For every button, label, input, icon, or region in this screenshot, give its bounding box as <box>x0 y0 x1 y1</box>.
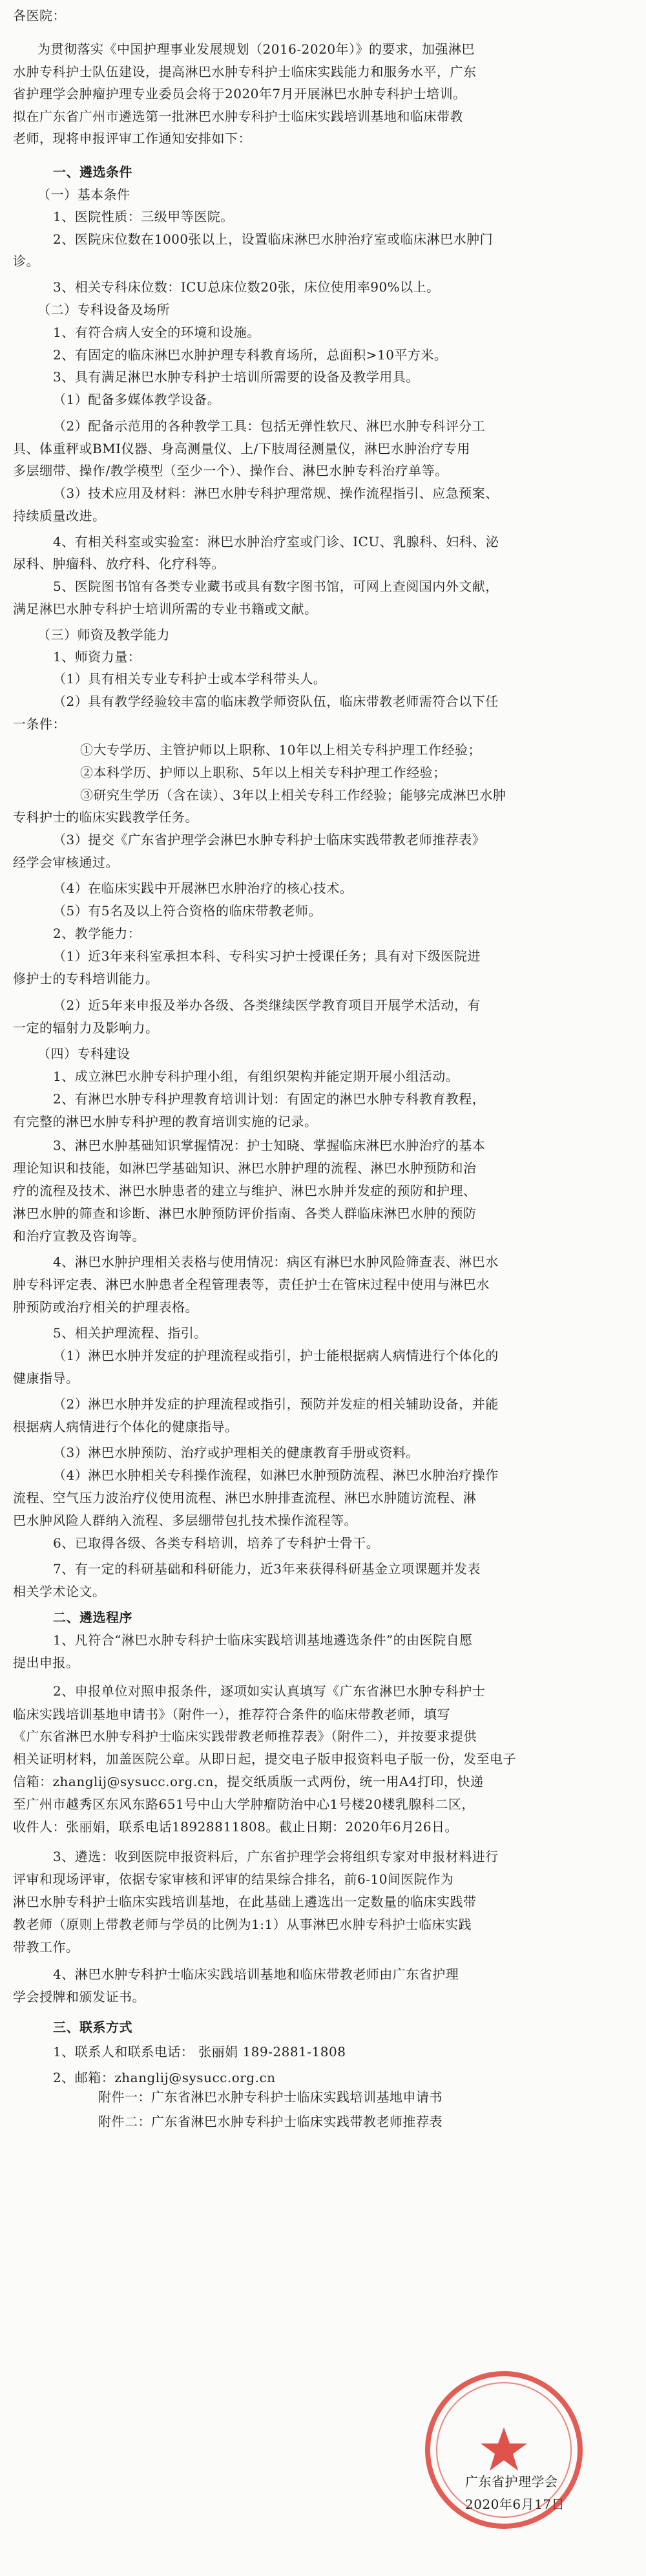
document-line: 省护理学会肿瘤护理专业委员会将于2020年7月开展淋巴水肿专科护士培训。 <box>13 86 466 101</box>
document-line: 评审和现场评审，依据专家审核和评审的结果综合排名，前6-10间医院作为 <box>13 1871 454 1887</box>
document-line: 肿专科评定表、淋巴水肿患者全程管理表等，责任护士在管床过程中使用与淋巴水 <box>13 1277 490 1292</box>
document-line: 2020年6月17日 <box>465 2496 565 2512</box>
document-line: 为贯彻落实《中国护理事业发展规划（2016-2020年）》的要求，加强淋巴 <box>37 41 475 57</box>
document-line: 修护士的专科培训能力。 <box>13 971 159 986</box>
document-line: 根据病人病情进行个体化的健康指导。 <box>13 1419 238 1434</box>
document-line: 淋巴水肿专科护士临床实践培训基地，在此基础上遴选出一定数量的临床实践带 <box>13 1894 477 1910</box>
document-line: 2、教学能力： <box>53 926 141 941</box>
document-line: 1、师资力量： <box>53 649 141 665</box>
document-line: （一）基本条件 <box>37 187 130 202</box>
document-line: 老师，现将申报评审工作通知安排如下： <box>13 131 251 146</box>
document-line: 6、已取得各级、各类专科培训，培养了专科护士骨干。 <box>53 1535 380 1551</box>
document-line: 4、淋巴水肿护理相关表格与使用情况：病区有淋巴水肿风险筛查表、淋巴水 <box>53 1254 499 1270</box>
document-line: 学会授牌和颁发证书。 <box>13 1989 145 2005</box>
document-line: 肿预防或治疗相关的护理表格。 <box>13 1299 198 1315</box>
document-line: 3、淋巴水肿基础知识掌握情况：护士知晓、掌握临床淋巴水肿治疗的基本 <box>53 1138 486 1153</box>
document-line: 信箱：zhanglij@sysucc.org.cn，提交纸质版一式两份，统一用A4打印，快递 <box>13 1774 484 1789</box>
document-line: 具、体重秤或BMI仪器、身高测量仪、上/下肢周径测量仪，淋巴水肿治疗专用 <box>13 441 470 456</box>
document-line: 有完整的淋巴水肿专科护理的教育培训实施的记录。 <box>13 1114 318 1129</box>
document-line: （2）具有教学经验较丰富的临床教学师资队伍，临床带教老师需符合以下任 <box>53 694 499 709</box>
document-line: （1）具有相关专业专科护士或本学科带头人。 <box>53 671 327 687</box>
document-line: 和治疗宣教及咨询等。 <box>13 1228 145 1244</box>
document-line: 拟在广东省广州市遴选第一批淋巴水肿专科护士临床实践培训基地和临床带教 <box>13 109 463 124</box>
document-line: 尿科、肿瘤科、放疗科、化疗科等。 <box>13 556 225 571</box>
document-line: 附件二：广东省淋巴水肿专科护士临床实践带教老师推荐表 <box>98 2114 443 2129</box>
document-line: 《广东省淋巴水肿专科护士临床实践带教老师推荐表》（附件二），并按要求提供 <box>13 1729 477 1744</box>
document-line: 7、有一定的科研基础和科研能力，近3年来获得科研基金立项课题并发表 <box>53 1561 481 1577</box>
document-line: 专科护士的临床实践教学任务。 <box>13 809 198 825</box>
document-line: 淋巴水肿的筛查和诊断、淋巴水肿预防评价指南、各类人群临床淋巴水肿的预防 <box>13 1206 477 1221</box>
document-line: 理论知识和技能，如淋巴学基础知识、淋巴水肿护理的流程、淋巴水肿预防和治 <box>13 1160 477 1176</box>
document-line: 提出申报。 <box>13 1655 79 1670</box>
document-line: 二、遴选程序 <box>53 1610 132 1625</box>
document-line: 一定的辐射力及影响力。 <box>13 1020 159 1036</box>
document-line: （3）淋巴水肿预防、治疗或护理相关的健康教育手册或资料。 <box>53 1445 419 1460</box>
document-line: （三）师资及教学能力 <box>37 627 170 643</box>
document-line: （四）专科建设 <box>37 1046 130 1061</box>
document-line: 诊。 <box>13 253 39 269</box>
document-line: 持续质量改进。 <box>13 508 106 524</box>
document-line: （1）配备多媒体教学设备。 <box>53 392 221 407</box>
document-line: （3）技术应用及材料：淋巴水肿专科护理常规、操作流程指引、应急预案、 <box>53 485 499 501</box>
document-line: 相关学术论文。 <box>13 1584 106 1599</box>
document-line: 附件一：广东省淋巴水肿专科护士临床实践培训基地申请书 <box>98 2089 443 2105</box>
document-line: 带教工作。 <box>13 1939 79 1955</box>
document-line: （3）提交《广东省护理学会淋巴水肿专科护士临床实践带教老师推荐表》 <box>53 832 486 847</box>
document-line: 疗的流程及技术、淋巴水肿患者的建立与维护、淋巴水肿并发症的预防和护理、 <box>13 1183 477 1198</box>
document-line: 巴水肿风险人群纳入流程、多层绷带包扎技术操作流程等。 <box>13 1513 357 1528</box>
document-line: 水肿专科护士队伍建设，提高淋巴水肿专科护士临床实践能力和服务水平，广东 <box>13 64 477 80</box>
document-line: 2、有淋巴水肿专科护理教育培训计划：有固定的淋巴水肿专科教育教程， <box>53 1091 486 1107</box>
document-line: 健康指导。 <box>13 1370 79 1386</box>
document-line: 流程、空气压力波治疗仪使用流程、淋巴水肿排查流程、淋巴水肿随访流程、淋 <box>13 1490 477 1506</box>
document-line: 1、成立淋巴水肿专科护理小组，有组织架构并能定期开展小组活动。 <box>53 1069 459 1084</box>
document-line: 临床实践培训基地申请书》（附件一），推荐符合条件的临床带教老师，填写 <box>13 1707 450 1722</box>
document-line: 多层绷带、操作/教学模型（至少一个）、操作台、淋巴水肿专科治疗单等。 <box>13 463 448 478</box>
document-line: （2）配备示范用的各种教学工具：包括无弹性软尺、淋巴水肿专科评分工 <box>53 418 486 434</box>
document-line: 1、凡符合“淋巴水肿专科护士临床实践培训基地遴选条件”的由医院自愿 <box>53 1632 473 1648</box>
document-line: 一、遴选条件 <box>53 164 132 180</box>
document-line: 4、有相关科室或实验室：淋巴水肿治疗室或门诊、ICU、乳腺科、妇科、泌 <box>53 534 499 549</box>
document-line: 广东省护理学会 <box>465 2474 558 2489</box>
document-line: ②本科学历、护师以上职称、5年以上相关专科护理工作经验； <box>80 765 446 780</box>
document-line: 2、邮箱：zhanglij@sysucc.org.cn <box>53 2070 276 2085</box>
document-line: （4）淋巴水肿相关专科操作流程，如淋巴水肿预防流程、淋巴水肿治疗操作 <box>53 1467 499 1483</box>
document-line: （4）在临床实践中开展淋巴水肿治疗的核心技术。 <box>53 880 353 896</box>
document-line: （二）专科设备及场所 <box>37 302 170 317</box>
document-line: （1）淋巴水肿并发症的护理流程或指引，护士能根据病人病情进行个体化的 <box>53 1348 499 1363</box>
document-line: （2）淋巴水肿并发症的护理流程或指引，预防并发症的相关辅助设备，并能 <box>53 1396 499 1412</box>
document-line: （5）有5名及以上符合资格的临床带教老师。 <box>53 903 322 919</box>
document-line: 2、医院床位数在1000张以上，设置临床淋巴水肿治疗室或临床淋巴水肿门 <box>53 231 494 247</box>
document-line: 4、淋巴水肿专科护士临床实践培训基地和临床带教老师由广东省护理 <box>53 1966 459 1982</box>
document-line: ③研究生学历（含在读）、3年以上相关专科工作经验；能够完成淋巴水肿 <box>80 787 506 803</box>
document-line: 一条件： <box>13 716 66 732</box>
document-line: 教老师（原则上带教老师与学员的比例为1:1）从事淋巴水肿专科护士临床实践 <box>13 1917 472 1932</box>
document-line: 经学会审核通过。 <box>13 855 119 870</box>
document-line: 1、有符合病人安全的环境和设施。 <box>53 325 260 340</box>
document-line: ①大专学历、主管护师以上职称、10年以上相关专科护理工作经验； <box>80 742 481 758</box>
document-line: 2、申报单位对照申报条件，逐项如实认真填写《广东省淋巴水肿专科护士 <box>53 1683 486 1699</box>
document-line: （2）近5年来申报及举办各级、各类继续医学教育项目开展学术活动，有 <box>53 997 481 1013</box>
document-line: 3、遴选：收到医院申报资料后，广东省护理学会将组织专家对申报材料进行 <box>53 1849 499 1864</box>
document-line: 5、医院图书馆有各类专业藏书或具有数字图书馆，可网上查阅国内外文献， <box>53 579 499 594</box>
document-line: 5、相关护理流程、指引。 <box>53 1325 207 1341</box>
document-line: 三、联系方式 <box>53 2019 132 2035</box>
document-line: 1、联系人和联系电话： 张丽娟 189-2881-1808 <box>53 2044 346 2060</box>
document-line: 至广州市越秀区东风东路651号中山大学肿瘤防治中心1号楼20楼乳腺科二区， <box>13 1796 475 1812</box>
official-seal-stamp <box>420 2366 588 2534</box>
document-line: 3、具有满足淋巴水肿专科护士培训所需要的设备及教学用具。 <box>53 369 419 385</box>
document-line: 满足淋巴水肿专科护士培训所需的专业书籍或文献。 <box>13 601 318 617</box>
document-line: 2、有固定的临床淋巴水肿护理专科教育场所，总面积>10平方米。 <box>53 347 448 363</box>
document-line: （1）近3年来科室承担本科、专科实习护士授课任务；具有对下级医院进 <box>53 948 481 964</box>
document-line: 收件人：张丽娟，联系电话18928811808。截止日期：2020年6月26日。 <box>13 1819 459 1835</box>
document-line: 各医院： <box>13 8 66 23</box>
document-line: 1、医院性质：三级甲等医院。 <box>53 209 234 224</box>
document-line: 3、相关专科床位数：ICU总床位数20张，床位使用率90%以上。 <box>53 279 440 295</box>
document-line: 相关证明材料，加盖医院公章。从即日起，提交电子版申报资料电子版一份，发至电子 <box>13 1751 516 1767</box>
